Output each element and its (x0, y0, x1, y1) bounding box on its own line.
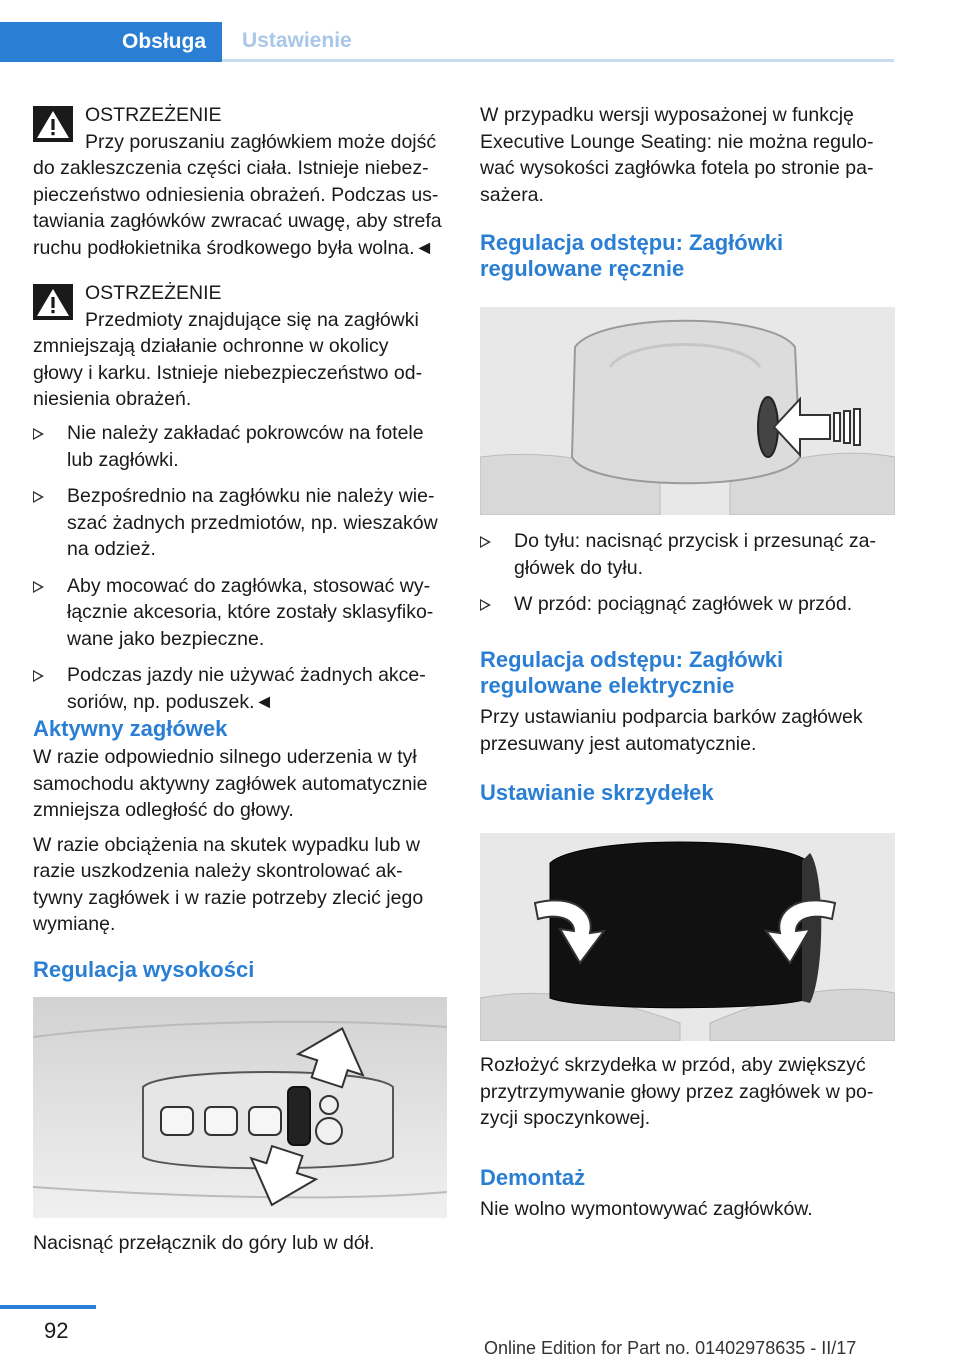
list-item (480, 528, 896, 581)
triangle-bullet-icon (480, 599, 491, 611)
list-item-text: Aby mocować do zagłówka, stosować wy- (67, 574, 431, 597)
body-text: przesuwany jest automatycznie. (480, 732, 757, 755)
body-text: W przypadku wersji wyposażonej w funkcję (480, 104, 854, 126)
list-item (33, 483, 449, 563)
electric-text (480, 704, 896, 757)
warning-text: do zakleszczenia części ciała. Istnieje niebez- (33, 157, 429, 179)
warning-block (33, 280, 449, 413)
heading-line: regulowane ręcznie (480, 256, 685, 281)
list-item-text: szać żadnych przedmiotów, np. wieszaków (67, 511, 438, 534)
body-text: zmniejsza odległość do głowy. (33, 799, 294, 821)
warning-text: tawiania zagłówków zwracać uwagę, aby strefa (33, 210, 442, 232)
list-item-text: Podczas jazdy nie używać żadnych akce- (67, 664, 426, 686)
tab-ustawienie[interactable]: Ustawienie (222, 22, 894, 62)
list-item (33, 573, 449, 653)
triangle-bullet-icon (480, 536, 491, 548)
list-item (480, 591, 896, 618)
warning-text: zmniejszają działanie ochronne w okolicy (33, 335, 389, 357)
footer-line (0, 1305, 96, 1309)
warning-icon (33, 106, 73, 142)
page-number: 92 (44, 1318, 69, 1343)
body-text: przytrzymywanie głowy przez zagłówek w po- (480, 1080, 874, 1103)
body-text: sażera. (480, 183, 544, 206)
wings-text (480, 1052, 896, 1132)
section-heading (480, 647, 896, 699)
triangle-bullet-icon (33, 491, 44, 503)
headrest-manual-illustration (480, 307, 895, 515)
section-heading: Aktywny zagłówek (33, 716, 228, 741)
triangle-bullet-icon (33, 428, 44, 440)
warning-text: ruchu podłokietnika środkowego była wolna.◄ (33, 236, 434, 259)
list-item-text: wane jako bezpieczne. (67, 627, 265, 650)
warning-text: pieczeństwo odniesienia obrażeń. Podczas us- (33, 183, 439, 206)
list-item-text: lub zagłówki. (67, 448, 179, 471)
section-heading: Demontaż (480, 1165, 586, 1190)
body-text: Przy ustawianiu podparcia barków zagłówek (480, 706, 863, 728)
active-headrest-section (33, 716, 449, 938)
list-item (33, 662, 449, 715)
warning-list (33, 420, 449, 715)
image-caption: Nacisnąć przełącznik do góry lub w dół. (33, 1232, 375, 1254)
list-item-text: Do tyłu: nacisnąć przycisk i przesunąć za- (514, 530, 876, 552)
body-text: tywny zagłówek i w razie potrzeby zlecić jego (33, 886, 424, 909)
body-text: Executive Lounge Seating: nie można regulo- (480, 130, 874, 153)
body-text: wać wysokości zagłówka fotela po stronie pa- (480, 157, 874, 179)
triangle-bullet-icon (33, 581, 44, 593)
warning-block (33, 102, 449, 261)
seat-switch-illustration (33, 997, 447, 1218)
body-text: razie uszkodzenia należy skontrolować ak- (33, 860, 403, 882)
body-text: Nie wolno wymontowywać zagłówków. (480, 1198, 813, 1220)
warning-text: Przy poruszaniu zagłówkiem może dojść (85, 130, 437, 153)
list-item-text: Nie należy zakładać pokrowców na fotele (67, 422, 424, 444)
list-item-text: soriów, np. poduszek.◄ (67, 690, 274, 713)
intro-text (480, 102, 896, 208)
triangle-bullet-icon (33, 670, 44, 682)
body-text: samochodu aktywny zagłówek automatycznie (33, 772, 428, 795)
edition-note: Online Edition for Part no. 01402978635 - II/17 (484, 1338, 857, 1358)
list-item-text: łącznie akcesoria, które zostały sklasyfiko- (67, 601, 434, 623)
warning-icon (33, 284, 73, 320)
heading-line: regulowane elektrycznie (480, 673, 735, 698)
heading-line: Regulacja odstępu: Zagłówki (480, 647, 784, 672)
section-heading (480, 230, 896, 282)
list-item-text: na odzież. (67, 538, 156, 560)
section-heading: Ustawianie skrzydełek (480, 780, 714, 805)
warning-text: Przedmioty znajdujące się na zagłówki (85, 308, 419, 331)
body-text: W razie odpowiednio silnego uderzenia w tył (33, 746, 417, 768)
page-header (0, 22, 894, 62)
section-heading: Regulacja wysokości (33, 957, 255, 982)
list-item-text: Bezpośrednio na zagłówku nie należy wie- (67, 485, 435, 507)
warning-text: niesienia obrażeń. (33, 388, 192, 410)
manual-list (480, 528, 896, 618)
headrest-wings-illustration (480, 833, 895, 1041)
warning-text: głowy i karku. Istnieje niebezpieczeństwo od- (33, 361, 423, 384)
warning-title: OSTRZEŻENIE (85, 282, 222, 304)
body-text: wymianę. (33, 913, 116, 935)
body-text: zycji spoczynkowej. (480, 1107, 651, 1129)
body-text: Rozłożyć skrzydełka w przód, aby zwiększyć (480, 1054, 866, 1076)
tab-obsluga[interactable]: Obsługa (0, 22, 222, 62)
warning-title: OSTRZEŻENIE (85, 104, 222, 126)
list-item-text: W przód: pociągnąć zagłówek w przód. (514, 593, 853, 615)
list-item-text: główek do tyłu. (514, 556, 643, 579)
body-text: W razie obciążenia na skutek wypadku lub w (33, 833, 420, 856)
heading-line: Regulacja odstępu: Zagłówki (480, 230, 784, 255)
list-item (33, 420, 449, 473)
